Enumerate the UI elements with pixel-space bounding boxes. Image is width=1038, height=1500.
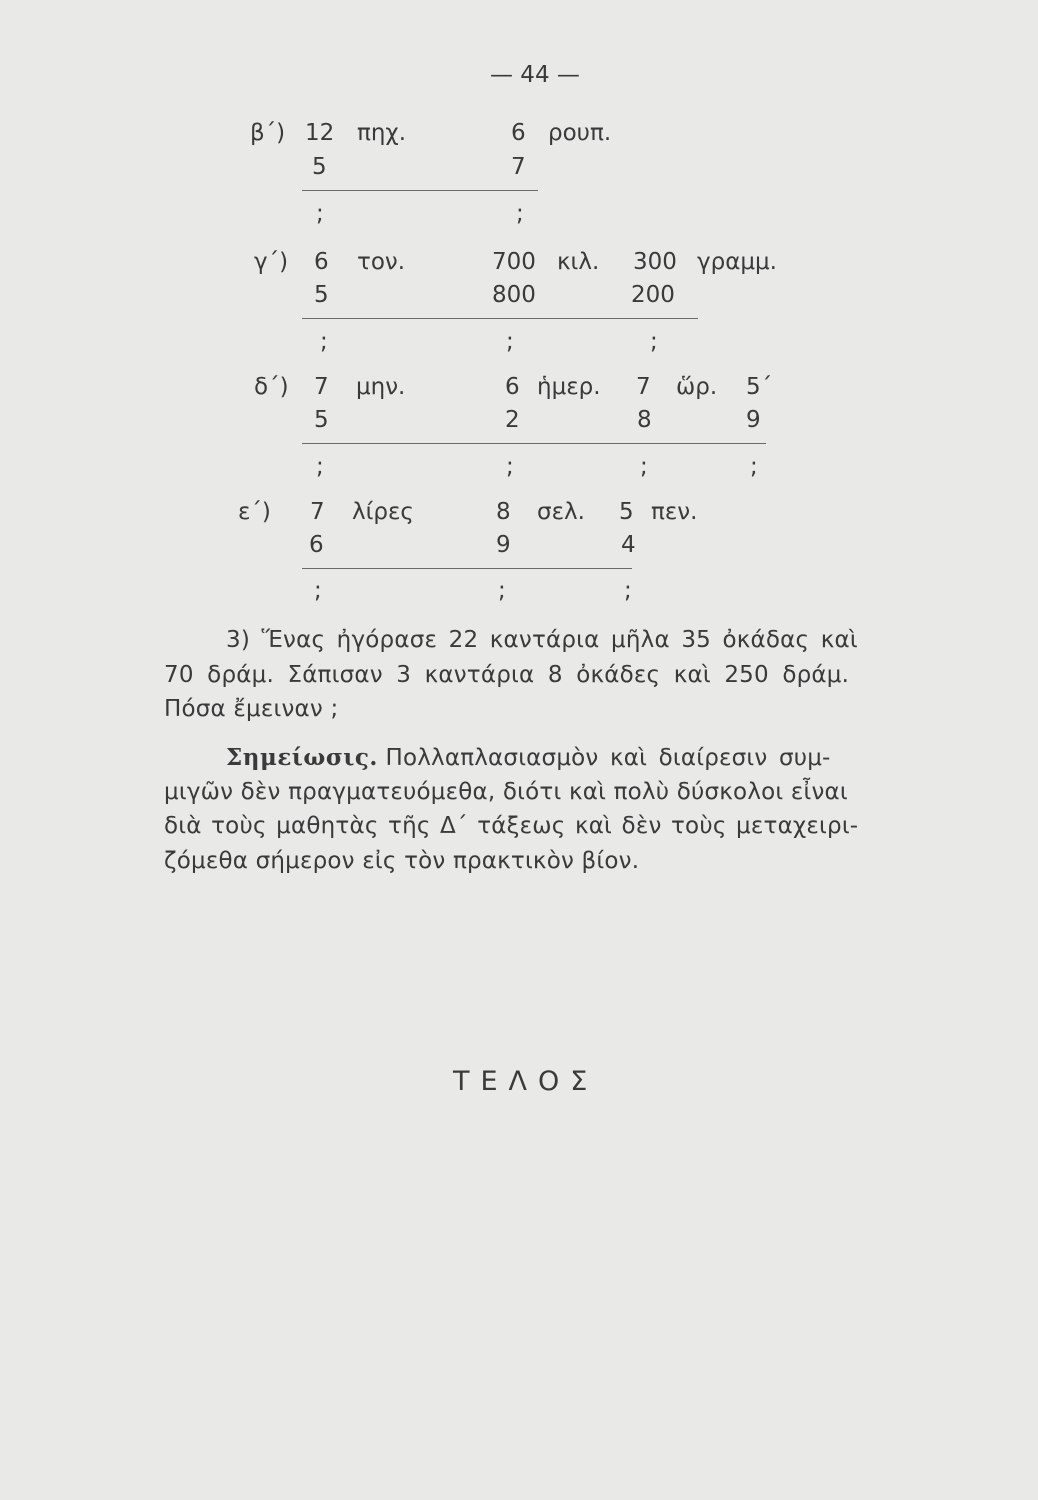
- note-line: ζόμεθα σήμερον εἰς τὸν πρακτικὸν βίον.: [164, 848, 640, 874]
- problem-e-label: ε΄): [238, 499, 271, 525]
- problem-d-unit: μην.: [356, 374, 406, 400]
- problem-c-unit: κιλ.: [557, 249, 600, 275]
- problem-e-answer: ;: [624, 578, 632, 604]
- problem-3-line: 3) Ἕνας ἠγόρασε 22 καντάρια μῆλα 35 ὀκάδας καὶ: [226, 627, 858, 653]
- problem-b-multiplier: 7: [511, 154, 526, 180]
- problem-d-answer: ;: [316, 454, 324, 480]
- problem-c-answer: ;: [506, 329, 514, 355]
- problem-c-multiplier: 800: [492, 282, 536, 308]
- problem-b-unit: πηχ.: [357, 120, 407, 146]
- problem-c-multiplier: 200: [631, 282, 675, 308]
- problem-c-multiplier: 5: [314, 282, 329, 308]
- problem-d-answer: ;: [750, 454, 758, 480]
- problem-b-value: 12: [305, 120, 335, 146]
- problem-3-line: 70 δράμ. Σάπισαν 3 καντάρια 8 ὀκάδες καὶ 250 δράμ.: [164, 662, 850, 688]
- problem-c-rule: [302, 318, 698, 319]
- problem-d-multiplier: 8: [637, 407, 652, 433]
- problem-c-value: 300: [633, 249, 677, 275]
- problem-c-answer: ;: [320, 329, 328, 355]
- problem-d-multiplier: 9: [746, 407, 761, 433]
- problem-d-value: 6: [505, 374, 520, 400]
- problem-b-unit: ρουπ.: [548, 120, 612, 146]
- problem-b-value: 6: [511, 120, 526, 146]
- problem-d-rule: [302, 443, 766, 444]
- note-line: διὰ τοὺς μαθητὰς τῆς Δ΄ τάξεως καὶ δὲν τοὺς μεταχειρι-: [164, 813, 859, 839]
- problem-e-value: 5: [619, 499, 634, 525]
- problem-c-value: 6: [314, 249, 329, 275]
- note-text: Πολλαπλασιασμὸν καὶ διαίρεσιν συμ-: [385, 745, 831, 771]
- problem-c-unit: γραμμ.: [697, 249, 777, 275]
- problem-d-unit: ὥρ.: [676, 374, 718, 400]
- problem-3-line: Πόσα ἔμειναν ;: [164, 696, 339, 722]
- problem-d-multiplier: 2: [505, 407, 520, 433]
- note-first-line: [226, 746, 831, 770]
- problem-b-answer: ;: [516, 201, 524, 227]
- problem-b-answer: ;: [316, 201, 324, 227]
- problem-c-value: 700: [492, 249, 536, 275]
- problem-d-label: δ΄): [254, 374, 289, 400]
- problem-e-answer: ;: [314, 578, 322, 604]
- end-title: ΤΕΛΟΣ: [453, 1066, 599, 1097]
- problem-d-multiplier: 5: [314, 407, 329, 433]
- problem-d-unit: ἡμερ.: [537, 374, 601, 400]
- problem-e-multiplier: 4: [621, 532, 636, 558]
- problem-b-rule: [302, 190, 538, 191]
- problem-d-value: 7: [314, 374, 329, 400]
- note-line: μιγῶν δὲν πραγματευόμεθα, διότι καὶ πολὺ δύσκολοι εἶναι: [164, 779, 848, 805]
- page-number: — 44 —: [490, 62, 580, 88]
- problem-e-value: 7: [310, 499, 325, 525]
- problem-c-answer: ;: [650, 329, 658, 355]
- problem-e-answer: ;: [498, 578, 506, 604]
- problem-d-value: 7: [636, 374, 651, 400]
- problem-e-value: 8: [496, 499, 511, 525]
- problem-d-answer: ;: [506, 454, 514, 480]
- problem-d-value: 5΄: [746, 374, 773, 400]
- note-heading: Σημείωσις.: [226, 744, 378, 771]
- problem-e-unit: πεν.: [651, 499, 698, 525]
- problem-e-unit: σελ.: [537, 499, 585, 525]
- problem-d-answer: ;: [640, 454, 648, 480]
- problem-c-unit: τον.: [357, 249, 406, 275]
- problem-e-rule: [302, 568, 632, 569]
- problem-e-multiplier: 9: [496, 532, 511, 558]
- problem-b-multiplier: 5: [312, 154, 327, 180]
- problem-c-label: γ΄): [254, 249, 289, 275]
- problem-b-label: β΄): [250, 120, 286, 146]
- problem-e-multiplier: 6: [309, 532, 324, 558]
- problem-e-unit: λίρες: [352, 499, 414, 525]
